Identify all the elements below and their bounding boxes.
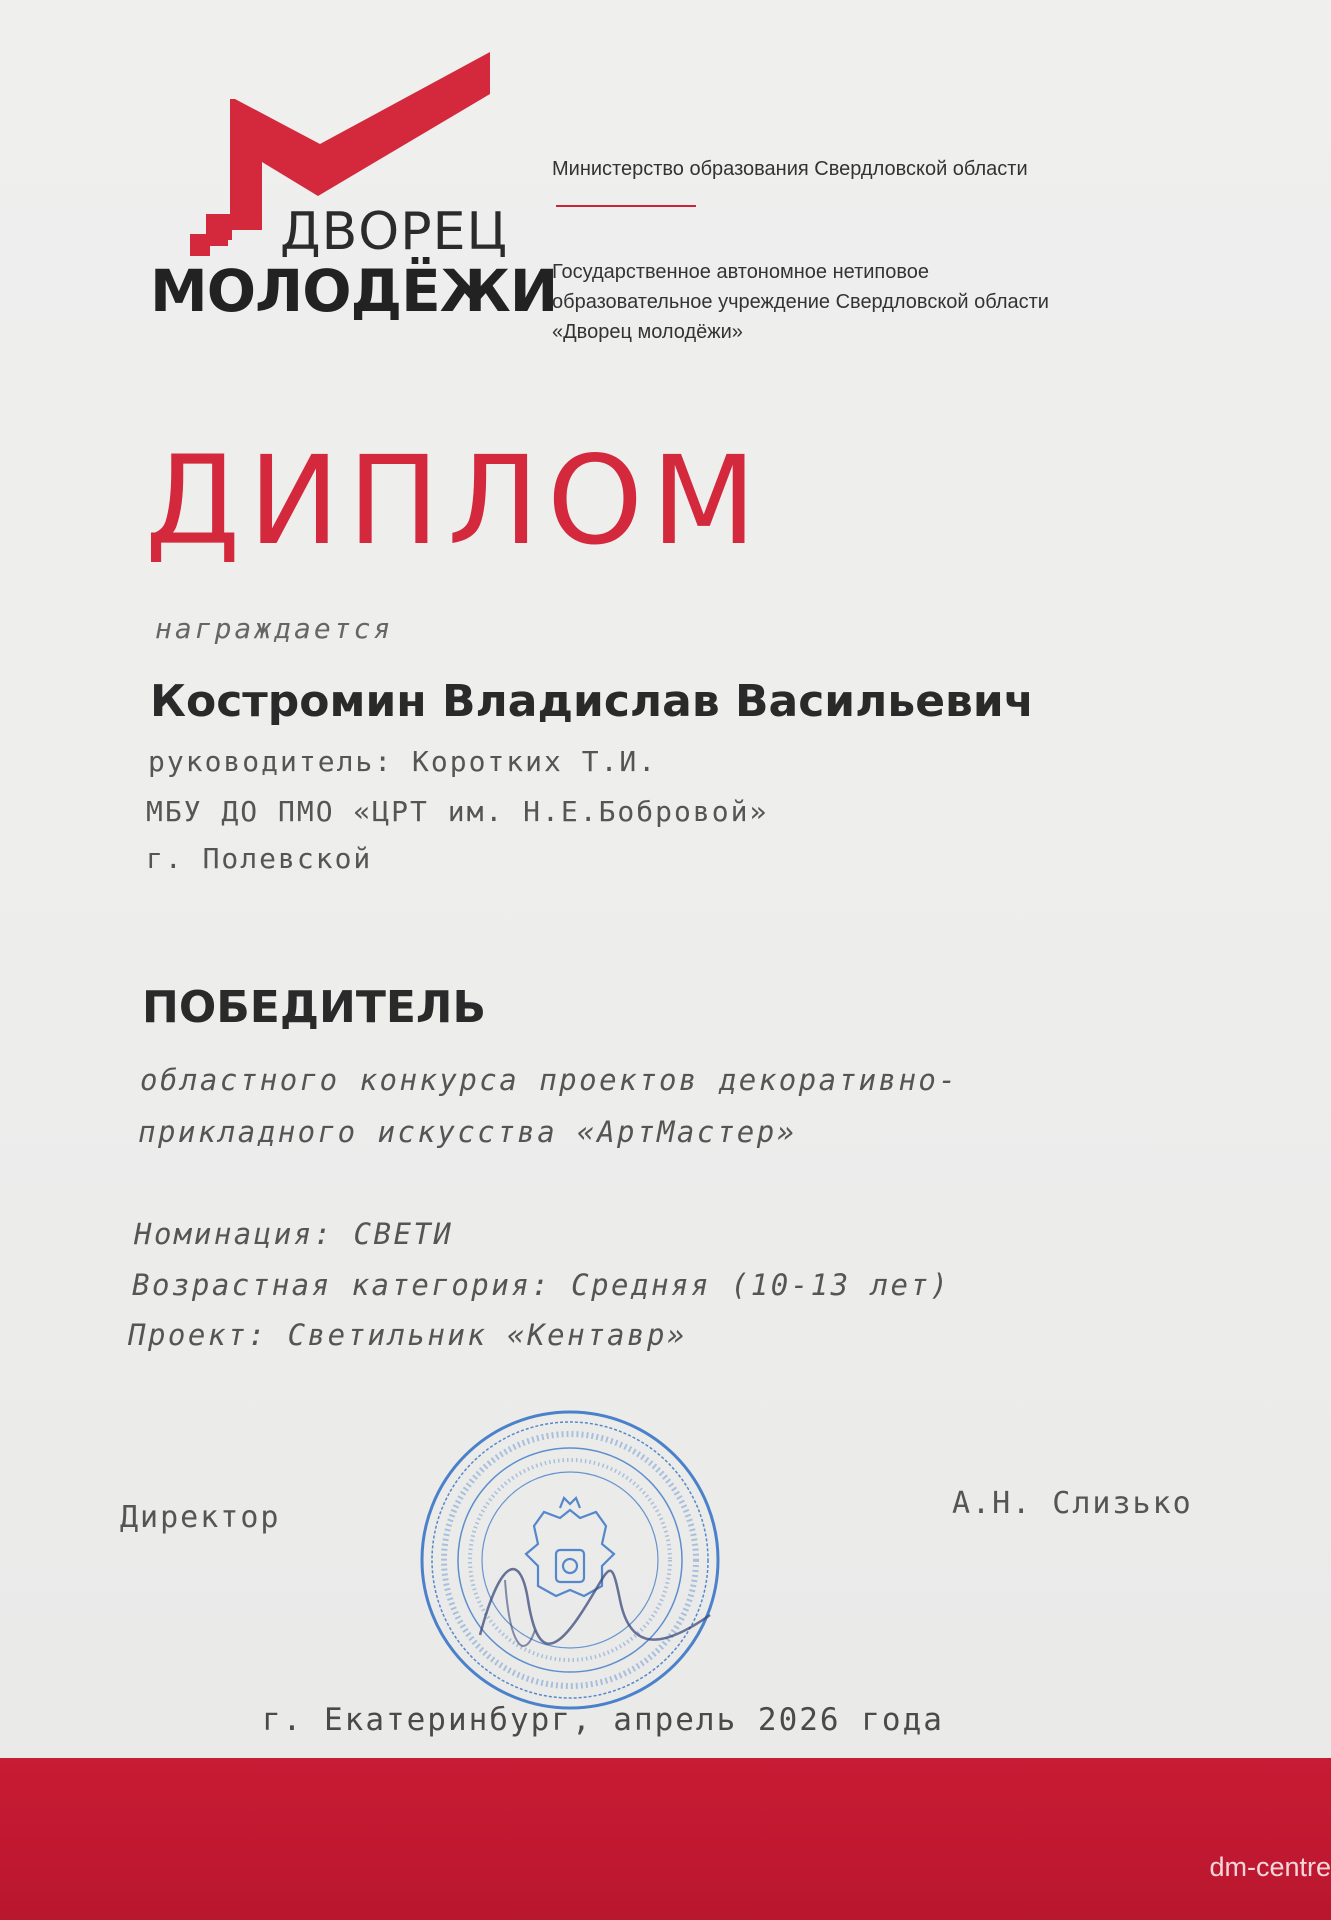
dvorets-molodezhi-logo bbox=[150, 44, 558, 334]
ministry-name: Министерство образования Свердловской области bbox=[552, 158, 1028, 180]
signer-name: А.Н. Слизько bbox=[952, 1486, 1193, 1521]
ministry-underline bbox=[556, 205, 696, 207]
competition-line: областного конкурса проектов декоративно- bbox=[140, 1063, 959, 1097]
org-line: Государственное автономное нетиповое bbox=[552, 261, 930, 283]
organization-name bbox=[552, 257, 1152, 347]
footer-red-band bbox=[0, 1758, 1331, 1920]
official-seal-stamp bbox=[410, 1400, 730, 1720]
director-label: Директор bbox=[120, 1500, 281, 1535]
diploma-title: ДИПЛОМ bbox=[145, 430, 765, 572]
school-text: МБУ ДО ПМО «ЦРТ им. Н.Е.Бобровой» bbox=[146, 795, 769, 828]
age-category-text: Возрастная категория: Средняя (10-13 лет) bbox=[132, 1268, 951, 1302]
city-text: г. Полевской bbox=[146, 842, 373, 875]
awarded-label: награждается bbox=[155, 612, 394, 645]
supervisor-text: руководитель: Коротких Т.И. bbox=[148, 745, 658, 778]
logo-word-dvorets: ДВОРЕЦ bbox=[280, 202, 508, 262]
project-text: Проект: Светильник «Кентавр» bbox=[128, 1318, 687, 1352]
org-line: образовательное учреждение Свердловской области bbox=[552, 291, 1049, 313]
place-and-date: г. Екатеринбург, апрель 2026 года bbox=[262, 1702, 944, 1738]
logo-word-molodezhi: МОЛОДЁЖИ bbox=[150, 257, 558, 325]
award-status: ПОБЕДИТЕЛЬ bbox=[142, 982, 486, 1033]
nomination-text: Номинация: СВЕТИ bbox=[134, 1217, 454, 1251]
competition-line: прикладного искусства «АртМастер» bbox=[138, 1115, 797, 1149]
org-line: «Дворец молодёжи» bbox=[552, 321, 743, 343]
recipient-name: Костромин Владислав Васильевич bbox=[150, 676, 1034, 727]
website-url: dm-centre bbox=[1209, 1852, 1331, 1882]
